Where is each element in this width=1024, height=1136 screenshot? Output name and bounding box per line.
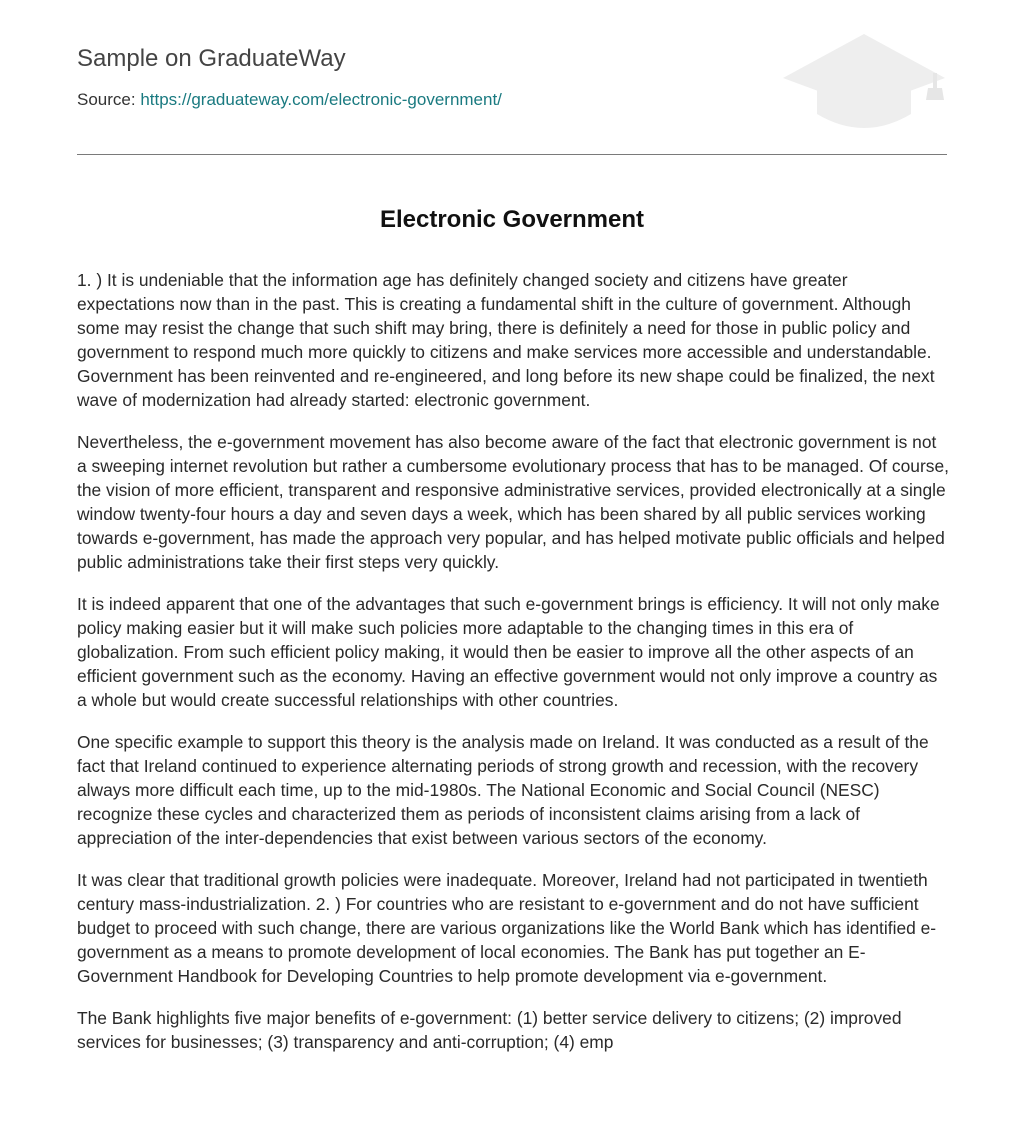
article-paragraph: It was clear that traditional growth policies were inadequate. Moreover, Ireland had not participated in twentieth century mass-industrialization. 2. ) For countries who are resistant to e-government and do not have sufficient budget to proceed with such change, there are various organizations like the World Bank which has identified e-government as a means to promote development of local economies. The Bank has put together an E-Government Handbook for Developing Countries to help promote development via e-government. bbox=[77, 870, 937, 986]
article-paragraph: One specific example to support this theory is the analysis made on Ireland. It was conducted as a result of the fact that Ireland continued to experience alternating periods of strong growth and recession, with the recovery always more difficult each time, up to the mid-1980s. The National Economic and Social Council (NESC) recognize these cycles and characterized them as periods of inconsistent claims arising from a lack of appreciation of the inter-dependencies that exist between various sectors of the economy. bbox=[77, 732, 929, 848]
source-link[interactable]: https://graduateway.com/electronic-government/ bbox=[140, 90, 502, 109]
site-name: Sample on GraduateWay bbox=[77, 45, 346, 72]
source-line bbox=[77, 89, 502, 111]
article-paragraph: It is indeed apparent that one of the advantages that such e-government brings is efficiency. It will not only make policy making easier but it will make such policies more adaptable to the changing times in this era of globalization. From such efficient policy making, it would then be easier to improve all the other aspects of an efficient government such as the economy. Having an effective government would not only improve a country as a whole but would create successful relationships with other countries. bbox=[77, 594, 940, 710]
graduation-cap-icon bbox=[781, 30, 947, 132]
article-body bbox=[77, 268, 949, 1072]
header-divider bbox=[77, 154, 947, 155]
article-paragraph: 1. ) It is undeniable that the information age has definitely changed society and citizens have greater expectations now than in the past. This is creating a fundamental shift in the culture of government. Although some may resist the change that such shift may bring, there is definitely a need for those in public policy and government to respond much more quickly to citizens and make services more accessible and understandable. Government has been reinvented and re-engineered, and long before its new shape could be finalized, the next wave of modernization had already started: electronic government. bbox=[77, 270, 935, 410]
source-label: Source: bbox=[77, 90, 136, 109]
article-paragraph: Nevertheless, the e-government movement has also become aware of the fact that electronic government is not a sweeping internet revolution but rather a cumbersome evolutionary process that has to be managed. Of course, the vision of more efficient, transparent and responsive administrative services, provided electronically at a single window twenty-four hours a day and seven days a week, which has been shared by all public services working towards e-government, has made the approach very popular, and has helped motivate public officials and helped public administrations take their first steps very quickly. bbox=[77, 432, 949, 572]
article-paragraph: The Bank highlights five major benefits of e-government: (1) better service delivery to citizens; (2) improved services for businesses; (3) transparency and anti-corruption; (4) emp bbox=[77, 1008, 902, 1052]
article-title: Electronic Government bbox=[379, 206, 645, 233]
